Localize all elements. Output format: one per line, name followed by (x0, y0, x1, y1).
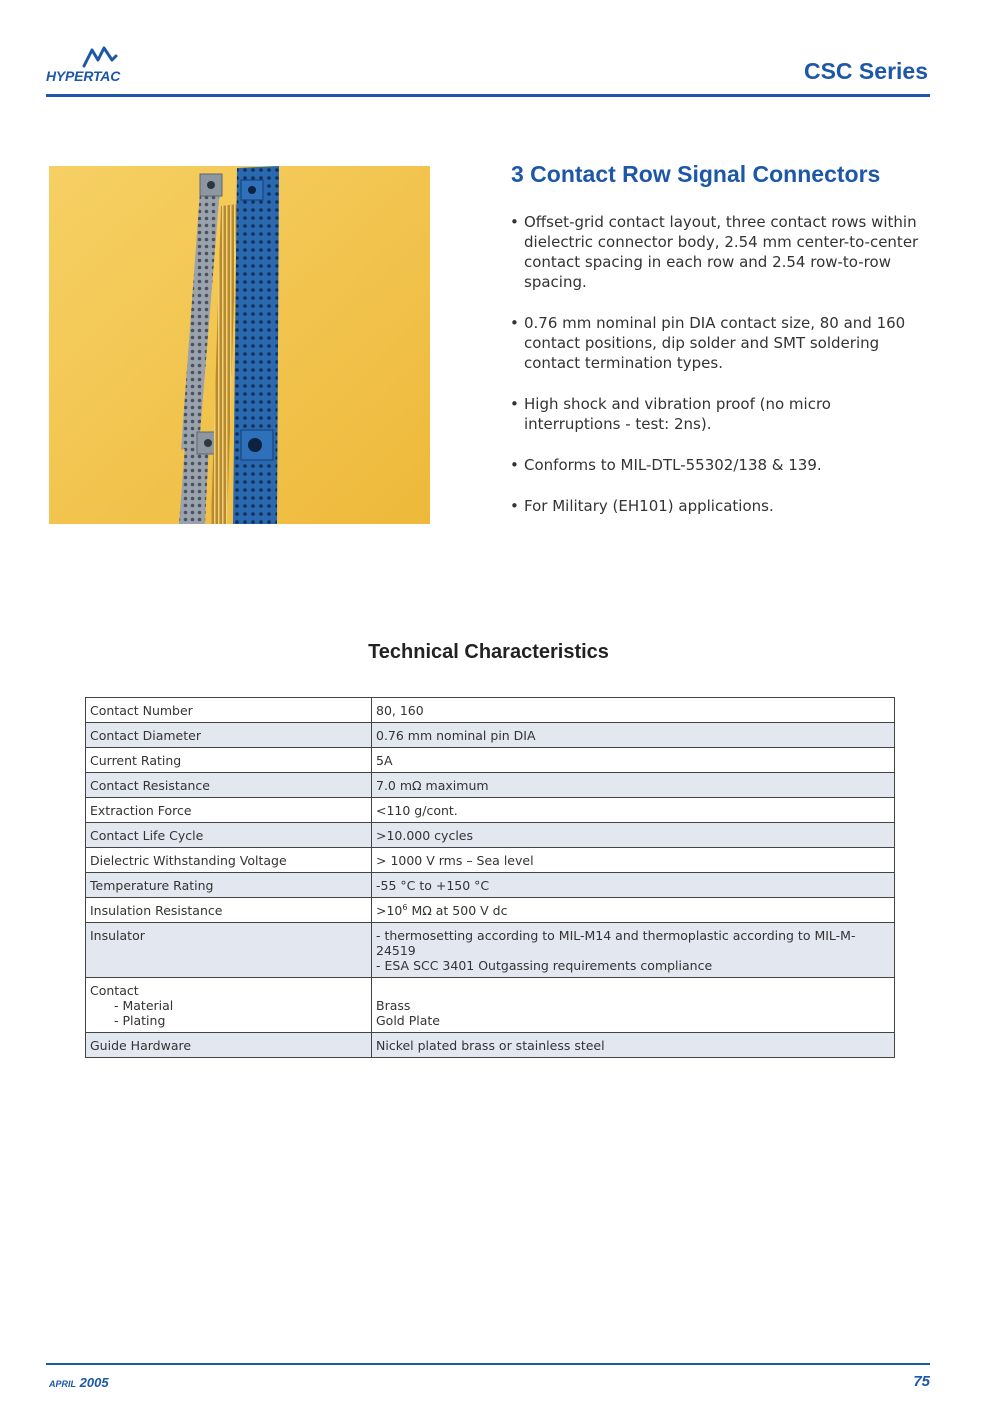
bullet-icon: • (510, 314, 519, 332)
logo-text: HYPERTAC (46, 68, 121, 84)
spec-value: -55 °C to +150 °C (372, 873, 895, 898)
table-row (86, 773, 895, 798)
spec-value: $>10^6$ MΩ at 500 V dc (372, 898, 895, 923)
table-row (86, 923, 895, 978)
spec-value: 5A (372, 748, 895, 773)
bullet-icon: • (510, 497, 519, 515)
header-divider (46, 94, 930, 97)
spec-label: Guide Hardware (86, 1033, 372, 1058)
spec-label: Insulation Resistance (86, 898, 372, 923)
spec-label: Contact Number (86, 698, 372, 723)
spec-label: Current Rating (86, 748, 372, 773)
hypertac-logo (46, 46, 156, 86)
bullet-icon: • (510, 395, 519, 413)
tech-characteristics-title: Technical Characteristics (368, 641, 609, 663)
table-row (86, 823, 895, 848)
product-title: 3 Contact Row Signal Connectors (511, 161, 881, 187)
feature-list (510, 212, 930, 537)
spec-value: 80, 160 (372, 698, 895, 723)
table-row (86, 698, 895, 723)
feature-item: • High shock and vibration proof (no micro interruptions - test: 2ns). (510, 395, 831, 433)
hypertac-logo-mark-icon (82, 46, 118, 68)
table-row (86, 748, 895, 773)
feature-item: • Conforms to MIL-DTL-55302/138 & 139. (510, 456, 822, 474)
spec-label: Contact Diameter (86, 723, 372, 748)
bullet-icon: • (510, 213, 519, 231)
table-row (86, 848, 895, 873)
feature-item: • For Military (EH101) applications. (510, 497, 774, 515)
connector-image (49, 166, 430, 524)
spec-label: Extraction Force (86, 798, 372, 823)
spec-label: Contact Resistance (86, 773, 372, 798)
table-row (86, 898, 895, 923)
footer-divider (46, 1363, 930, 1365)
spec-label: Dielectric Withstanding Voltage (86, 848, 372, 873)
table-row (86, 723, 895, 748)
spec-table (85, 697, 895, 1058)
spec-value: > 1000 V rms – Sea level (372, 848, 895, 873)
product-photo (49, 166, 430, 524)
table-row (86, 1033, 895, 1058)
feature-item: • Offset-grid contact layout, three contact rows within dielectric connector body, 2.54 mm center-to-center contact spacing in each row and 2.54 row-to-row spacing. (510, 213, 919, 291)
footer-date: APRIL 2005 (49, 1375, 109, 1390)
spec-value: 7.0 mΩ maximum (372, 773, 895, 798)
spec-value: - thermosetting according to MIL-M14 and thermoplastic according to MIL-M-24519 - ESA SCC 3401 Outgassing requirements compliance (372, 923, 895, 978)
spec-value: <110 g/cont. (372, 798, 895, 823)
spec-label: Temperature Rating (86, 873, 372, 898)
spec-value: >10.000 cycles (372, 823, 895, 848)
feature-item: • 0.76 mm nominal pin DIA contact size, 80 and 160 contact positions, dip solder and SMT soldering contact termination types. (510, 314, 906, 372)
spec-label: Insulator (86, 923, 372, 978)
series-title: CSC Series (803, 58, 928, 84)
table-row (86, 978, 895, 1033)
table-row (86, 873, 895, 898)
spec-value: Nickel plated brass or stainless steel (372, 1033, 895, 1058)
table-row (86, 798, 895, 823)
spec-label: Contact Life Cycle (86, 823, 372, 848)
page-number: 75 (913, 1373, 930, 1390)
spec-value: 0.76 mm nominal pin DIA (372, 723, 895, 748)
spec-label: Contact - Material - Plating (86, 978, 372, 1033)
bullet-icon: • (510, 456, 519, 474)
spec-value: Brass Gold Plate (372, 978, 895, 1033)
